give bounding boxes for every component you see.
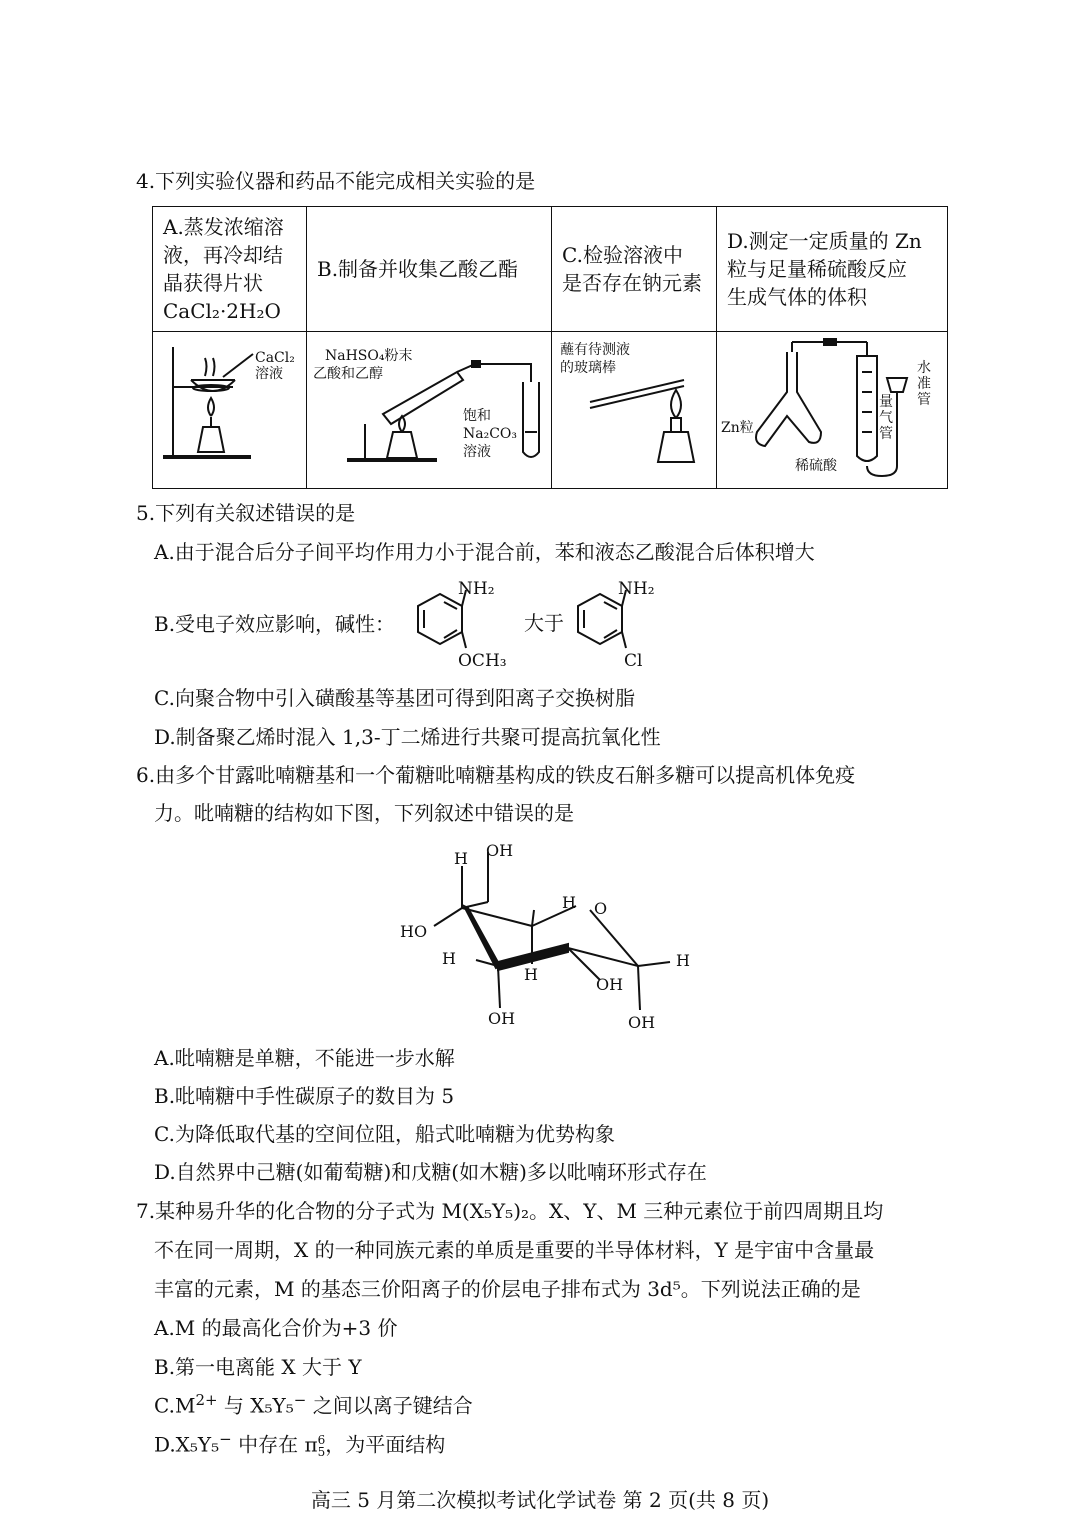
option-a-line: CaCl₂·2H₂O <box>163 299 281 323</box>
q7-c-post: 之间以离子键结合 <box>306 1393 473 1418</box>
q7-d-pi-sub: 5 <box>317 1445 326 1460</box>
option-b-cell <box>307 207 552 332</box>
label-burette-1: 量 <box>879 394 893 410</box>
apparatus-b <box>307 332 552 489</box>
label-h-top: H <box>454 849 468 868</box>
q7-c-pre: C.M <box>154 1393 196 1418</box>
q7-c-charge-2: − <box>293 1391 307 1409</box>
option-d-line: 生成气体的体积 <box>727 285 867 309</box>
q6-option-c: C.为降低取代基的空间位阻，船式吡喃糖为优势构象 <box>154 1122 615 1146</box>
label-solution: 溶液 <box>255 366 283 382</box>
label-saturated-3: 溶液 <box>463 444 491 460</box>
label-oh-top: OH <box>486 841 514 860</box>
q6-option-b: B.吡喃糖中手性碳原子的数目为 5 <box>154 1084 455 1108</box>
option-d-line: 粒与足量稀硫酸反应 <box>727 257 907 281</box>
page-footer: 高三 5 月第二次模拟考试化学试卷 第 2 页(共 8 页) <box>310 1488 770 1512</box>
label-h-left: H <box>442 949 456 968</box>
label-nh2-b: NH₂ <box>618 579 655 599</box>
q7-stem-1: 7.某种易升华的化合物的分子式为 M(X₅Y₅)₂。X、Y、M 三种元素位于前四周期且均 <box>136 1199 884 1223</box>
option-a-cell <box>153 207 307 332</box>
label-h-mid: H <box>524 965 538 984</box>
q7-stem-3: 丰富的元素，M 的基态三价阳离子的价层电子排布式为 3d⁵。下列说法正确的是 <box>154 1277 861 1301</box>
q6-stem-2: 力。吡喃糖的结构如下图，下列叙述中错误的是 <box>154 801 574 825</box>
label-h-ring: H <box>562 893 576 912</box>
ester-apparatus-diagram <box>307 332 551 484</box>
q7-d-charge: − <box>219 1430 232 1448</box>
label-leveling-tube-2: 准 <box>917 376 931 392</box>
label-cacl2: CaCl₂ <box>255 350 295 366</box>
label-rod-2: 的玻璃棒 <box>560 360 616 376</box>
q5-option-c: C.向聚合物中引入磺酸基等基团可得到阳离子交换树脂 <box>154 686 635 710</box>
label-leveling-tube-1: 水 <box>917 360 931 376</box>
q5-option-b-prefix: B.受电子效应影响，碱性： <box>154 612 396 636</box>
pyranose-structure <box>398 838 698 1032</box>
q7-d-mid: 中存在 π <box>231 1432 318 1457</box>
q7-d-pre: D.X₅Y₅ <box>154 1432 220 1457</box>
label-o-ring: O <box>594 899 608 918</box>
label-greater-than: 大于 <box>524 611 564 635</box>
q7-option-a: A.M 的最高化合价为+3 价 <box>154 1316 398 1340</box>
label-rod-1: 蘸有待测液 <box>560 342 630 358</box>
evaporation-apparatus-diagram <box>153 332 306 484</box>
label-oh-mid: OH <box>596 975 624 994</box>
q7-option-b: B.第一电离能 X 大于 Y <box>154 1355 362 1379</box>
option-a-line: 液，再冷却结 <box>163 243 283 267</box>
label-saturated-2: Na₂CO₃ <box>463 426 518 442</box>
q7-stem-2: 不在同一周期，X 的一种同族元素的单质是重要的半导体材料，Y 是宇宙中含量最 <box>154 1238 875 1262</box>
option-c-cell <box>552 207 717 332</box>
q7-d-post: ，为平面结构 <box>325 1432 446 1457</box>
option-b-text: B.制备并收集乙酸乙酯 <box>317 257 519 281</box>
flame-test-diagram <box>552 332 716 484</box>
q5-stem: 5.下列有关叙述错误的是 <box>136 501 356 525</box>
q7-c-mid: 与 X₅Y₅ <box>217 1393 294 1418</box>
q6-option-d: D.自然界中己糖(如葡萄糖)和戊糖(如木糖)多以吡喃环形式存在 <box>154 1160 707 1184</box>
label-dilute-acid: 稀硫酸 <box>795 458 837 474</box>
label-zn: Zn粒 <box>721 420 754 436</box>
apparatus-a <box>153 332 307 489</box>
q5-option-d: D.制备聚乙烯时混入 1,3-丁二烯进行共聚可提高抗氧化性 <box>154 725 661 749</box>
option-a-line: A.蒸发浓缩溶 <box>163 215 284 239</box>
label-burette-2: 气 <box>879 410 893 426</box>
apparatus-c <box>552 332 717 489</box>
gas-volume-diagram <box>717 332 947 484</box>
label-nh2-a: NH₂ <box>458 579 495 599</box>
label-burette-3: 管 <box>879 426 893 442</box>
label-oh-bottom-2: OH <box>628 1013 656 1032</box>
q5-option-a: A.由于混合后分子间平均作用力小于混合前，苯和液态乙酸混合后体积增大 <box>154 540 815 564</box>
label-cl: Cl <box>624 651 643 671</box>
q7-c-charge: 2+ <box>195 1391 218 1409</box>
q4-stem: 4.下列实验仪器和药品不能完成相关实验的是 <box>136 169 536 193</box>
label-nahso4: NaHSO₄粉末 <box>325 348 413 364</box>
option-d-line: D.测定一定质量的 Zn <box>727 229 922 253</box>
option-d-cell <box>717 207 948 332</box>
label-och3: OCH₃ <box>458 651 507 671</box>
label-reagents: 乙酸和乙醇 <box>313 366 383 382</box>
option-c-line: C.检验溶液中 <box>562 243 683 267</box>
q6-stem-1: 6.由多个甘露吡喃糖基和一个葡糖吡喃糖基构成的铁皮石斛多糖可以提高机体免疫 <box>136 763 856 787</box>
label-h-right: H <box>676 951 690 970</box>
experiment-table <box>152 206 948 489</box>
q6-option-a: A.吡喃糖是单糖，不能进一步水解 <box>154 1046 455 1070</box>
q7-option-d <box>154 1431 445 1458</box>
option-c-line: 是否存在钠元素 <box>562 271 702 295</box>
q7-d-pi-sup: 6 <box>317 1433 326 1448</box>
label-leveling-tube-3: 管 <box>917 392 931 408</box>
anilines-structures <box>400 576 700 672</box>
option-a-line: 晶获得片状 <box>163 271 263 295</box>
label-saturated-1: 饱和 <box>463 408 491 424</box>
label-oh-bottom-1: OH <box>488 1009 516 1028</box>
label-ho-left: HO <box>400 922 428 941</box>
apparatus-d <box>717 332 948 489</box>
q7-option-c <box>154 1392 473 1419</box>
